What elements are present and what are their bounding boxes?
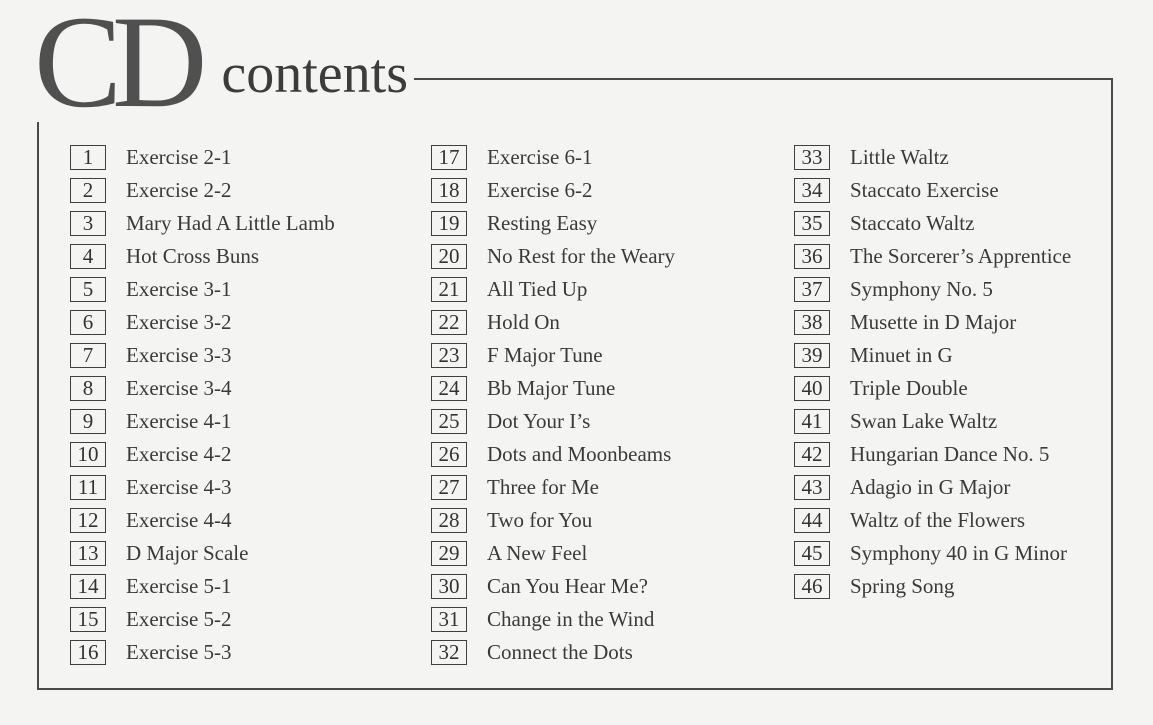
track-title: Little Waltz bbox=[850, 145, 949, 169]
track-number: 4 bbox=[70, 244, 106, 269]
track-title: Exercise 3-2 bbox=[126, 310, 232, 334]
track-item bbox=[70, 637, 335, 670]
track-number: 22 bbox=[431, 310, 467, 335]
track-item bbox=[431, 274, 675, 307]
track-number: 45 bbox=[794, 541, 830, 566]
track-number: 1 bbox=[70, 145, 106, 170]
track-item bbox=[794, 142, 1071, 175]
track-number: 33 bbox=[794, 145, 830, 170]
track-item bbox=[70, 274, 335, 307]
track-title: Resting Easy bbox=[487, 211, 598, 235]
track-item bbox=[70, 307, 335, 340]
track-item bbox=[431, 208, 675, 241]
track-number: 34 bbox=[794, 178, 830, 203]
track-title: Exercise 2-2 bbox=[126, 178, 232, 202]
track-item bbox=[431, 505, 675, 538]
track-title: Staccato Waltz bbox=[850, 211, 975, 235]
track-title: Spring Song bbox=[850, 574, 955, 598]
track-column-3 bbox=[794, 142, 1071, 604]
track-number: 43 bbox=[794, 475, 830, 500]
track-item bbox=[431, 538, 675, 571]
track-item bbox=[70, 340, 335, 373]
track-number: 10 bbox=[70, 442, 106, 467]
track-item bbox=[794, 406, 1071, 439]
track-title: Exercise 3-1 bbox=[126, 277, 232, 301]
track-number: 16 bbox=[70, 640, 106, 665]
track-title: Exercise 6-1 bbox=[487, 145, 593, 169]
track-number: 20 bbox=[431, 244, 467, 269]
track-number: 15 bbox=[70, 607, 106, 632]
track-number: 6 bbox=[70, 310, 106, 335]
track-item bbox=[70, 175, 335, 208]
track-title: Exercise 5-3 bbox=[126, 640, 232, 664]
track-item bbox=[431, 175, 675, 208]
track-item bbox=[70, 538, 335, 571]
track-number: 18 bbox=[431, 178, 467, 203]
track-title: Exercise 3-3 bbox=[126, 343, 232, 367]
track-title: Symphony No. 5 bbox=[850, 277, 993, 301]
track-title: Connect the Dots bbox=[487, 640, 633, 664]
track-item bbox=[70, 208, 335, 241]
track-number: 11 bbox=[70, 475, 106, 500]
track-column-2 bbox=[431, 142, 675, 670]
track-title: Musette in D Major bbox=[850, 310, 1017, 334]
track-item bbox=[794, 538, 1071, 571]
track-item bbox=[431, 307, 675, 340]
track-item bbox=[794, 307, 1071, 340]
track-item bbox=[431, 406, 675, 439]
track-item bbox=[431, 142, 675, 175]
track-title: Mary Had A Little Lamb bbox=[126, 211, 335, 235]
track-item bbox=[70, 373, 335, 406]
track-title: Change in the Wind bbox=[487, 607, 655, 631]
track-number: 31 bbox=[431, 607, 467, 632]
track-number: 42 bbox=[794, 442, 830, 467]
track-title: Can You Hear Me? bbox=[487, 574, 648, 598]
track-number: 2 bbox=[70, 178, 106, 203]
track-title: Staccato Exercise bbox=[850, 178, 999, 202]
track-number: 37 bbox=[794, 277, 830, 302]
track-number: 38 bbox=[794, 310, 830, 335]
track-number: 13 bbox=[70, 541, 106, 566]
track-title: Two for You bbox=[487, 508, 593, 532]
track-column-1 bbox=[70, 142, 335, 670]
track-item bbox=[794, 274, 1071, 307]
track-number: 27 bbox=[431, 475, 467, 500]
track-title: The Sorcerer’s Apprentice bbox=[850, 244, 1072, 268]
track-title: No Rest for the Weary bbox=[487, 244, 676, 268]
track-title: Hot Cross Buns bbox=[126, 244, 260, 268]
track-item bbox=[431, 340, 675, 373]
track-title: Dot Your I’s bbox=[487, 409, 591, 433]
track-title: Three for Me bbox=[487, 475, 599, 499]
track-title: Symphony 40 in G Minor bbox=[850, 541, 1068, 565]
track-title: Triple Double bbox=[850, 376, 968, 400]
track-number: 9 bbox=[70, 409, 106, 434]
track-number: 32 bbox=[431, 640, 467, 665]
track-title: Minuet in G bbox=[850, 343, 953, 367]
track-title: Exercise 5-1 bbox=[126, 574, 232, 598]
track-item bbox=[70, 241, 335, 274]
track-item bbox=[794, 241, 1071, 274]
track-number: 26 bbox=[431, 442, 467, 467]
track-number: 29 bbox=[431, 541, 467, 566]
track-number: 8 bbox=[70, 376, 106, 401]
track-number: 35 bbox=[794, 211, 830, 236]
track-title: Exercise 6-2 bbox=[487, 178, 593, 202]
track-title: Hungarian Dance No. 5 bbox=[850, 442, 1050, 466]
title-contents: contents bbox=[221, 43, 408, 105]
track-number: 19 bbox=[431, 211, 467, 236]
track-item bbox=[431, 604, 675, 637]
track-title: Exercise 3-4 bbox=[126, 376, 232, 400]
track-title: Adagio in G Major bbox=[850, 475, 1011, 499]
track-item bbox=[431, 439, 675, 472]
track-title: Bb Major Tune bbox=[487, 376, 616, 400]
page-title bbox=[34, 0, 414, 135]
track-item bbox=[794, 571, 1071, 604]
track-number: 5 bbox=[70, 277, 106, 302]
track-number: 14 bbox=[70, 574, 106, 599]
track-title: Swan Lake Waltz bbox=[850, 409, 998, 433]
track-title: Exercise 4-4 bbox=[126, 508, 232, 532]
track-item bbox=[794, 175, 1071, 208]
track-item bbox=[794, 373, 1071, 406]
track-number: 24 bbox=[431, 376, 467, 401]
track-item bbox=[794, 505, 1071, 538]
track-title: Exercise 5-2 bbox=[126, 607, 232, 631]
track-number: 25 bbox=[431, 409, 467, 434]
track-item bbox=[794, 439, 1071, 472]
track-item bbox=[70, 604, 335, 637]
track-title: A New Feel bbox=[487, 541, 588, 565]
track-number: 44 bbox=[794, 508, 830, 533]
track-item bbox=[794, 340, 1071, 373]
track-title: F Major Tune bbox=[487, 343, 603, 367]
track-title: Exercise 4-3 bbox=[126, 475, 232, 499]
track-item bbox=[70, 142, 335, 175]
track-title: All Tied Up bbox=[487, 277, 588, 301]
track-item bbox=[794, 208, 1071, 241]
track-item bbox=[431, 241, 675, 274]
track-item bbox=[70, 472, 335, 505]
track-title: Exercise 4-2 bbox=[126, 442, 232, 466]
track-title: Exercise 2-1 bbox=[126, 145, 232, 169]
track-item bbox=[70, 571, 335, 604]
track-item bbox=[431, 571, 675, 604]
track-number: 21 bbox=[431, 277, 467, 302]
track-title: Exercise 4-1 bbox=[126, 409, 232, 433]
track-number: 23 bbox=[431, 343, 467, 368]
track-number: 30 bbox=[431, 574, 467, 599]
track-title: Hold On bbox=[487, 310, 560, 334]
track-item bbox=[431, 637, 675, 670]
track-number: 17 bbox=[431, 145, 467, 170]
track-number: 46 bbox=[794, 574, 830, 599]
track-item bbox=[70, 505, 335, 538]
track-item bbox=[431, 373, 675, 406]
track-number: 7 bbox=[70, 343, 106, 368]
title-cd: CD bbox=[34, 0, 198, 135]
track-item bbox=[70, 439, 335, 472]
track-number: 40 bbox=[794, 376, 830, 401]
track-item bbox=[794, 472, 1071, 505]
track-title: Waltz of the Flowers bbox=[850, 508, 1026, 532]
track-item bbox=[431, 472, 675, 505]
track-number: 12 bbox=[70, 508, 106, 533]
track-number: 3 bbox=[70, 211, 106, 236]
track-number: 41 bbox=[794, 409, 830, 434]
track-number: 36 bbox=[794, 244, 830, 269]
track-title: D Major Scale bbox=[126, 541, 249, 565]
track-number: 28 bbox=[431, 508, 467, 533]
track-number: 39 bbox=[794, 343, 830, 368]
track-item bbox=[70, 406, 335, 439]
track-title: Dots and Moonbeams bbox=[487, 442, 672, 466]
